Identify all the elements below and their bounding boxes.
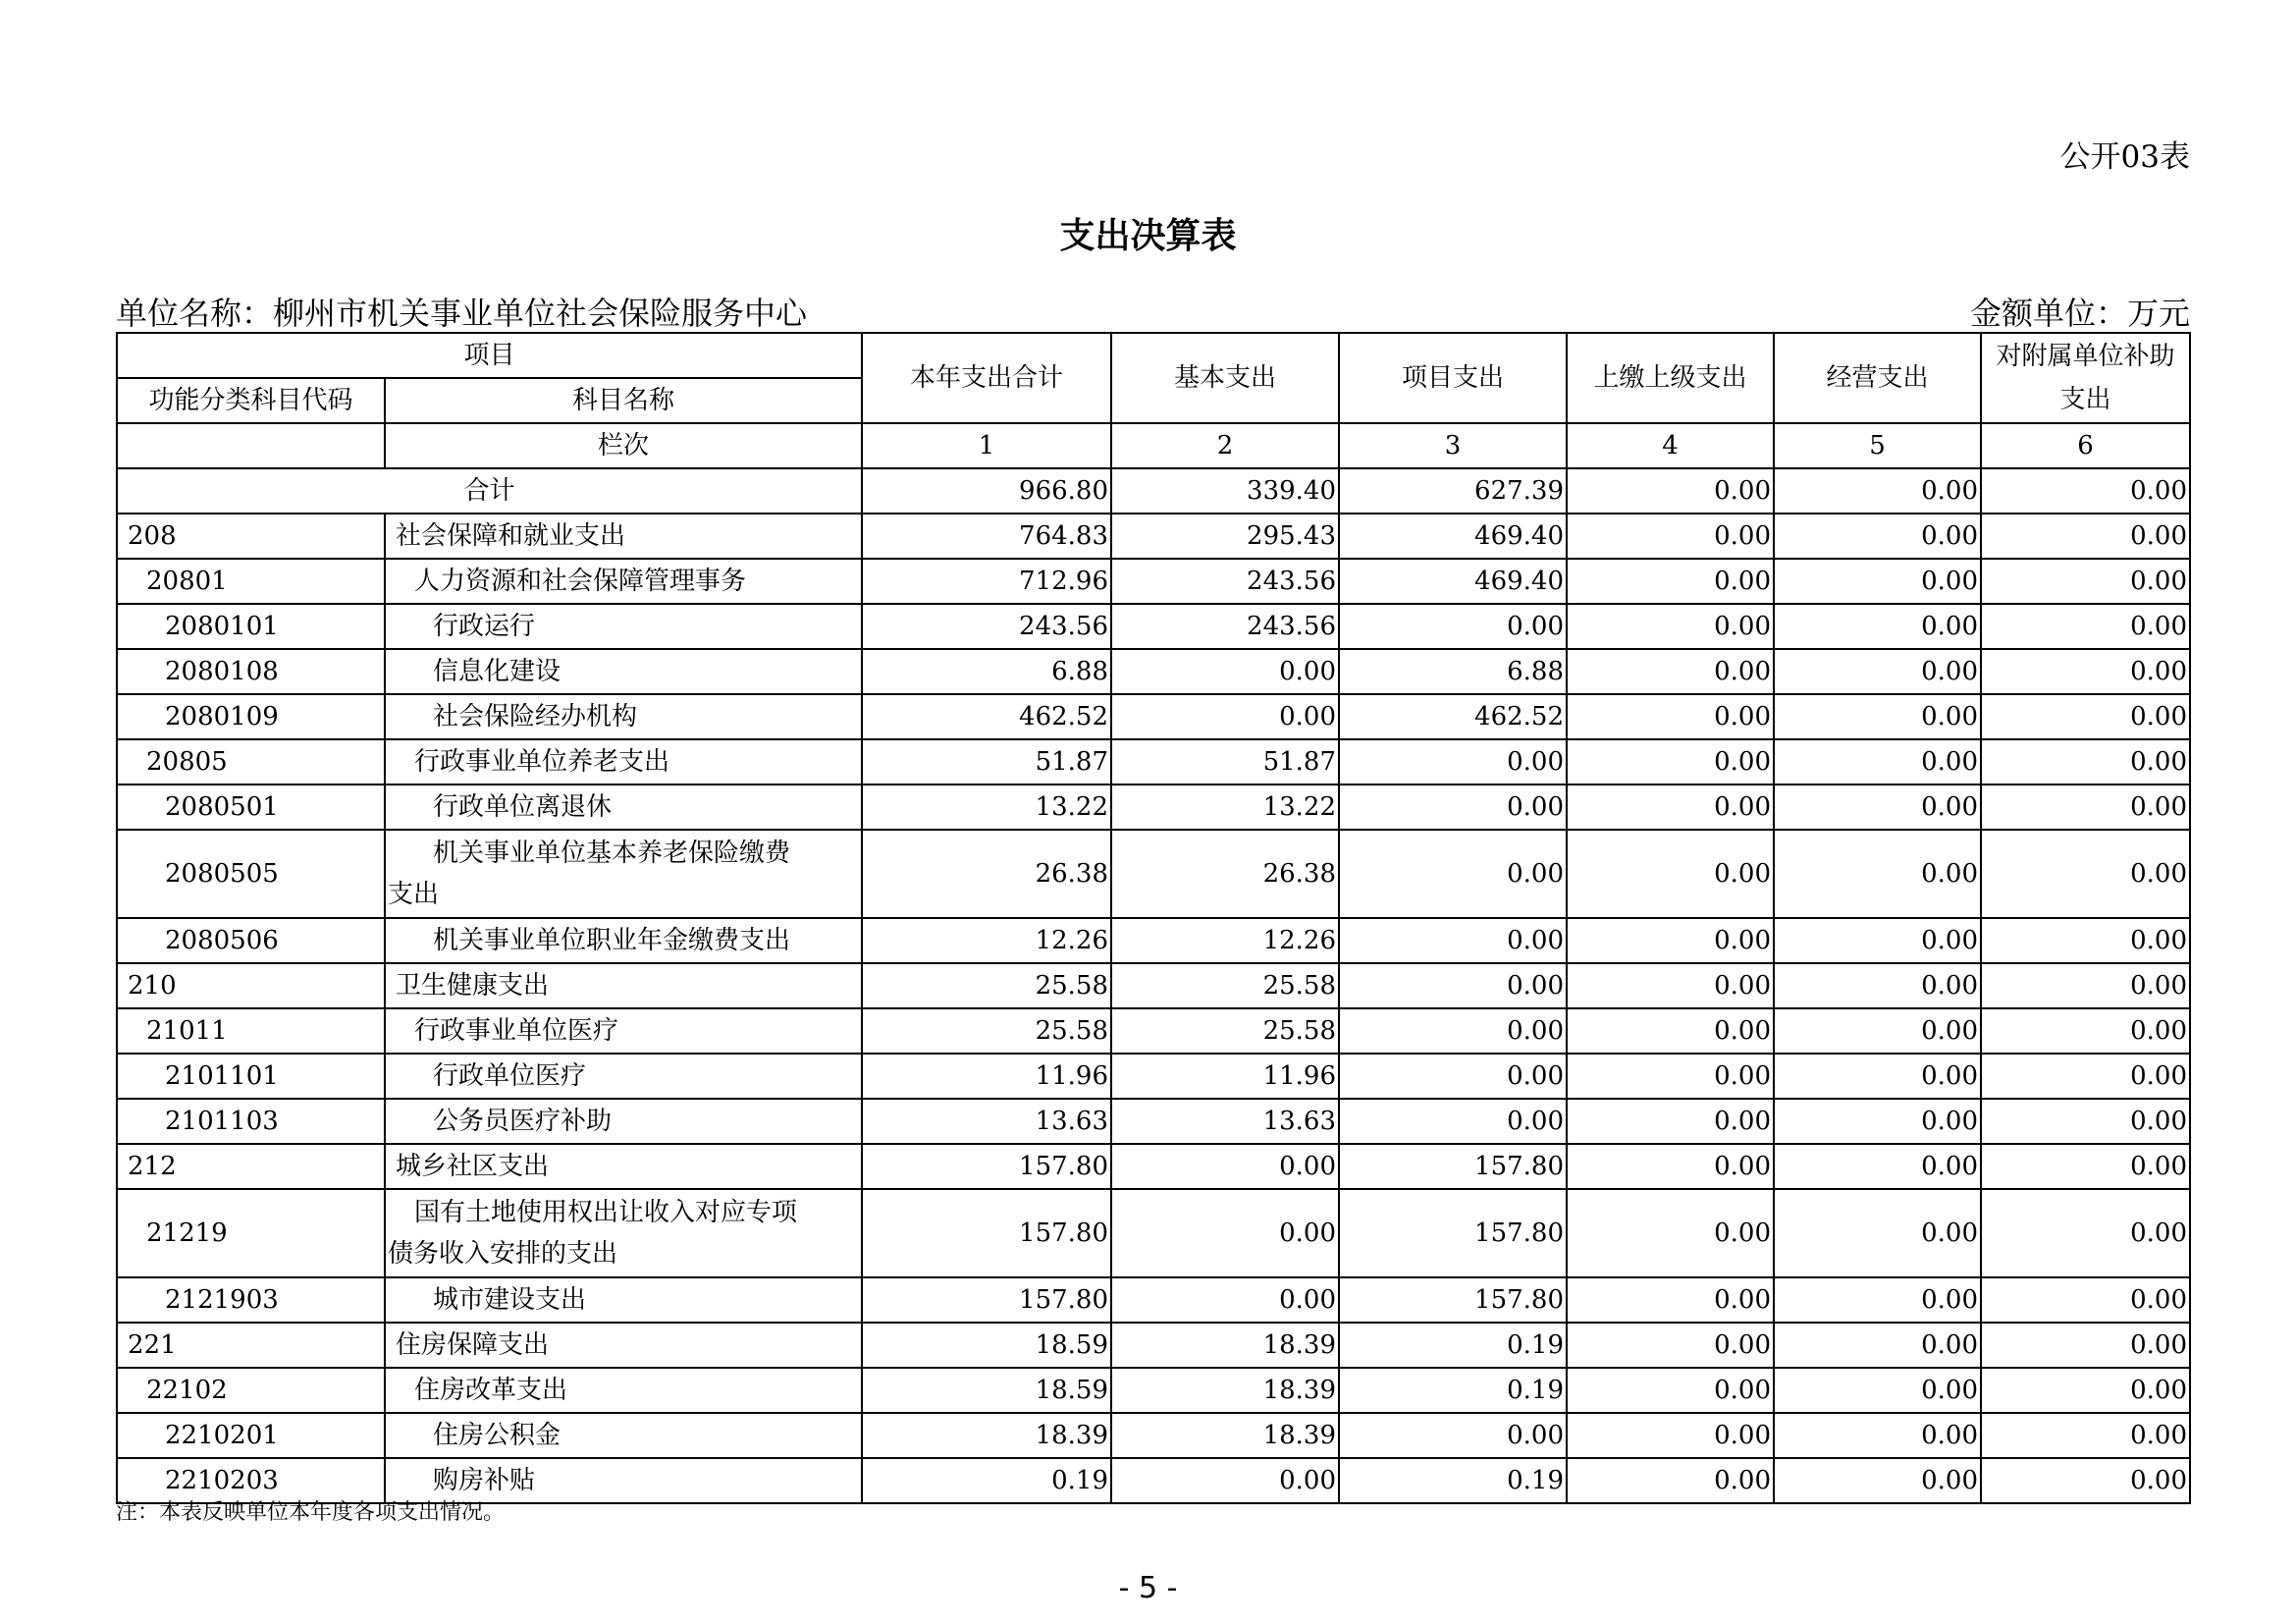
total-v5: 0.00 xyxy=(1774,468,1981,514)
col-index-2: 2 xyxy=(1111,423,1339,468)
cell-v6: 0.00 xyxy=(1981,1189,2190,1277)
cell-v3: 462.52 xyxy=(1339,694,1567,739)
cell-v3: 157.80 xyxy=(1339,1144,1567,1189)
row-code: 20801 xyxy=(117,559,385,604)
cell-v2: 13.63 xyxy=(1111,1099,1339,1144)
cell-v5: 0.00 xyxy=(1774,963,1981,1008)
cell-v5: 0.00 xyxy=(1774,694,1981,739)
amount-unit: 金额单位：万元 xyxy=(1969,295,2190,332)
cell-v2: 25.58 xyxy=(1111,963,1339,1008)
cell-v2: 18.39 xyxy=(1111,1413,1339,1458)
cell-v5: 0.00 xyxy=(1774,1099,1981,1144)
cell-v5: 0.00 xyxy=(1774,1368,1981,1413)
header-total-expense: 本年支出合计 xyxy=(862,333,1111,423)
row-name: 行政事业单位医疗 xyxy=(385,1008,862,1054)
cell-v1: 6.88 xyxy=(862,649,1111,694)
cell-v6: 0.00 xyxy=(1981,739,2190,785)
cell-v6: 0.00 xyxy=(1981,1008,2190,1054)
cell-v3: 0.00 xyxy=(1339,963,1567,1008)
cell-v5: 0.00 xyxy=(1774,1008,1981,1054)
cell-v4: 0.00 xyxy=(1567,1277,1774,1323)
cell-v2: 13.22 xyxy=(1111,785,1339,830)
table-row xyxy=(117,1277,2190,1323)
row-name: 住房公积金 xyxy=(385,1413,862,1458)
cell-v6: 0.00 xyxy=(1981,514,2190,559)
cell-v4: 0.00 xyxy=(1567,1144,1774,1189)
cell-v3: 0.19 xyxy=(1339,1458,1567,1503)
table-row xyxy=(117,1008,2190,1054)
row-code: 21219 xyxy=(117,1189,385,1277)
cell-v4: 0.00 xyxy=(1567,1099,1774,1144)
cell-v5: 0.00 xyxy=(1774,1189,1981,1277)
cell-v3: 0.00 xyxy=(1339,785,1567,830)
cell-v5: 0.00 xyxy=(1774,1144,1981,1189)
row-code: 221 xyxy=(117,1323,385,1368)
cell-v2: 243.56 xyxy=(1111,604,1339,649)
cell-v2: 25.58 xyxy=(1111,1008,1339,1054)
cell-v5: 0.00 xyxy=(1774,785,1981,830)
header-basic-expense: 基本支出 xyxy=(1111,333,1339,423)
row-name: 卫生健康支出 xyxy=(385,963,862,1008)
cell-v3: 0.19 xyxy=(1339,1323,1567,1368)
cell-v5: 0.00 xyxy=(1774,830,1981,918)
cell-v4: 0.00 xyxy=(1567,830,1774,918)
page-number: - 5 - xyxy=(1118,1571,1178,1605)
cell-v3: 0.00 xyxy=(1339,739,1567,785)
header-subject-name: 科目名称 xyxy=(385,378,862,423)
cell-v2: 243.56 xyxy=(1111,559,1339,604)
cell-v1: 18.39 xyxy=(862,1413,1111,1458)
cell-v5: 0.00 xyxy=(1774,604,1981,649)
cell-v1: 462.52 xyxy=(862,694,1111,739)
cell-v5: 0.00 xyxy=(1774,1277,1981,1323)
cell-v4: 0.00 xyxy=(1567,918,1774,963)
cell-v2: 295.43 xyxy=(1111,514,1339,559)
header-upper-remit: 上缴上级支出 xyxy=(1567,333,1774,423)
cell-v3: 0.00 xyxy=(1339,604,1567,649)
cell-v4: 0.00 xyxy=(1567,604,1774,649)
cell-v4: 0.00 xyxy=(1567,559,1774,604)
col-index-4: 4 xyxy=(1567,423,1774,468)
cell-v2: 0.00 xyxy=(1111,1144,1339,1189)
row-name: 人力资源和社会保障管理事务 xyxy=(385,559,862,604)
row-name: 公务员医疗补助 xyxy=(385,1099,862,1144)
col-index-6: 6 xyxy=(1981,423,2190,468)
cell-v2: 18.39 xyxy=(1111,1323,1339,1368)
cell-v6: 0.00 xyxy=(1981,559,2190,604)
table-row xyxy=(117,739,2190,785)
table-row xyxy=(117,963,2190,1008)
row-name-line1: 机关事业单位基本养老保险缴费 xyxy=(433,839,791,868)
cell-v1: 26.38 xyxy=(862,830,1111,918)
total-v2: 339.40 xyxy=(1111,468,1339,514)
table-row xyxy=(117,830,2190,918)
cell-v6: 0.00 xyxy=(1981,830,2190,918)
cell-v3: 469.40 xyxy=(1339,559,1567,604)
cell-v6: 0.00 xyxy=(1981,694,2190,739)
cell-v2: 0.00 xyxy=(1111,694,1339,739)
header-business-expense: 经营支出 xyxy=(1774,333,1981,423)
cell-v1: 0.19 xyxy=(862,1458,1111,1503)
cell-v4: 0.00 xyxy=(1567,739,1774,785)
cell-v6: 0.00 xyxy=(1981,604,2190,649)
header-subsidy-line2: 支出 xyxy=(2059,385,2111,414)
cell-v2: 0.00 xyxy=(1111,1189,1339,1277)
cell-v2: 0.00 xyxy=(1111,649,1339,694)
table-row xyxy=(117,1099,2190,1144)
cell-v4: 0.00 xyxy=(1567,1368,1774,1413)
header-subsidy xyxy=(1981,333,2190,423)
table-note: 注：本表反映单位本年度各项支出情况。 xyxy=(116,1500,506,1525)
row-code: 22102 xyxy=(117,1368,385,1413)
row-name: 购房补贴 xyxy=(385,1458,862,1503)
cell-v4: 0.00 xyxy=(1567,785,1774,830)
row-code: 210 xyxy=(117,963,385,1008)
table-row xyxy=(117,918,2190,963)
row-code: 2080109 xyxy=(117,694,385,739)
row-name-line2: 债务收入安排的支出 xyxy=(388,1239,618,1269)
row-name: 社会保险经办机构 xyxy=(385,694,862,739)
cell-v6: 0.00 xyxy=(1981,649,2190,694)
cell-v2: 18.39 xyxy=(1111,1368,1339,1413)
cell-v3: 0.00 xyxy=(1339,1008,1567,1054)
row-name: 行政单位离退休 xyxy=(385,785,862,830)
cell-v4: 0.00 xyxy=(1567,1458,1774,1503)
cell-v1: 157.80 xyxy=(862,1189,1111,1277)
cell-v1: 25.58 xyxy=(862,963,1111,1008)
cell-v6: 0.00 xyxy=(1981,1368,2190,1413)
cell-v3: 469.40 xyxy=(1339,514,1567,559)
cell-v6: 0.00 xyxy=(1981,918,2190,963)
table-row xyxy=(117,649,2190,694)
cell-v1: 157.80 xyxy=(862,1277,1111,1323)
cell-v1: 157.80 xyxy=(862,1144,1111,1189)
row-code: 2121903 xyxy=(117,1277,385,1323)
cell-v4: 0.00 xyxy=(1567,1189,1774,1277)
table-row xyxy=(117,694,2190,739)
total-label: 合计 xyxy=(117,468,862,514)
row-name-line2: 支出 xyxy=(388,880,440,909)
row-name: 社会保障和就业支出 xyxy=(385,514,862,559)
cell-v2: 26.38 xyxy=(1111,830,1339,918)
table-row xyxy=(117,1144,2190,1189)
cell-v1: 12.26 xyxy=(862,918,1111,963)
cell-v5: 0.00 xyxy=(1774,1458,1981,1503)
cell-v6: 0.00 xyxy=(1981,1144,2190,1189)
cell-v6: 0.00 xyxy=(1981,1323,2190,1368)
row-code: 208 xyxy=(117,514,385,559)
cell-v5: 0.00 xyxy=(1774,739,1981,785)
cell-v5: 0.00 xyxy=(1774,1054,1981,1099)
cell-v3: 157.80 xyxy=(1339,1277,1567,1323)
cell-v1: 13.22 xyxy=(862,785,1111,830)
col-index-1: 1 xyxy=(862,423,1111,468)
row-name xyxy=(385,1189,862,1277)
cell-v2: 0.00 xyxy=(1111,1458,1339,1503)
cell-v2: 51.87 xyxy=(1111,739,1339,785)
cell-v3: 157.80 xyxy=(1339,1189,1567,1277)
form-number: 公开03表 xyxy=(2059,139,2190,175)
row-code: 2101103 xyxy=(117,1099,385,1144)
row-code: 2210201 xyxy=(117,1413,385,1458)
cell-v6: 0.00 xyxy=(1981,963,2190,1008)
table-row xyxy=(117,514,2190,559)
table-row xyxy=(117,1189,2190,1277)
row-code: 20805 xyxy=(117,739,385,785)
table-row xyxy=(117,559,2190,604)
cell-v3: 0.00 xyxy=(1339,1054,1567,1099)
total-v4: 0.00 xyxy=(1567,468,1774,514)
header-project-expense: 项目支出 xyxy=(1339,333,1567,423)
header-col-index-label: 栏次 xyxy=(385,423,862,468)
cell-v4: 0.00 xyxy=(1567,649,1774,694)
row-code: 2080108 xyxy=(117,649,385,694)
table-row xyxy=(117,604,2190,649)
header-func-code: 功能分类科目代码 xyxy=(117,378,385,423)
cell-v3: 0.00 xyxy=(1339,918,1567,963)
cell-v5: 0.00 xyxy=(1774,649,1981,694)
row-name: 行政运行 xyxy=(385,604,862,649)
total-v6: 0.00 xyxy=(1981,468,2190,514)
table-row xyxy=(117,1413,2190,1458)
cell-v1: 18.59 xyxy=(862,1368,1111,1413)
row-name: 住房保障支出 xyxy=(385,1323,862,1368)
table-row xyxy=(117,1368,2190,1413)
row-code: 2210203 xyxy=(117,1458,385,1503)
cell-v6: 0.00 xyxy=(1981,1054,2190,1099)
cell-v4: 0.00 xyxy=(1567,1323,1774,1368)
cell-v1: 243.56 xyxy=(862,604,1111,649)
row-name: 行政事业单位养老支出 xyxy=(385,739,862,785)
row-name-line1: 国有土地使用权出让收入对应专项 xyxy=(414,1198,798,1227)
cell-v4: 0.00 xyxy=(1567,1008,1774,1054)
header-index-empty xyxy=(117,423,385,468)
row-name: 机关事业单位职业年金缴费支出 xyxy=(385,918,862,963)
cell-v3: 0.00 xyxy=(1339,1413,1567,1458)
col-index-3: 3 xyxy=(1339,423,1567,468)
cell-v6: 0.00 xyxy=(1981,1277,2190,1323)
cell-v4: 0.00 xyxy=(1567,1413,1774,1458)
unit-name: 单位名称：柳州市机关事业单位社会保险服务中心 xyxy=(116,295,808,332)
cell-v3: 0.00 xyxy=(1339,830,1567,918)
cell-v5: 0.00 xyxy=(1774,1323,1981,1368)
row-code: 212 xyxy=(117,1144,385,1189)
cell-v4: 0.00 xyxy=(1567,1054,1774,1099)
row-name: 信息化建设 xyxy=(385,649,862,694)
cell-v2: 12.26 xyxy=(1111,918,1339,963)
row-name xyxy=(385,830,862,918)
cell-v1: 11.96 xyxy=(862,1054,1111,1099)
cell-v6: 0.00 xyxy=(1981,1458,2190,1503)
row-name: 行政单位医疗 xyxy=(385,1054,862,1099)
cell-v1: 712.96 xyxy=(862,559,1111,604)
total-v3: 627.39 xyxy=(1339,468,1567,514)
row-code: 2080506 xyxy=(117,918,385,963)
cell-v3: 0.19 xyxy=(1339,1368,1567,1413)
table-row xyxy=(117,785,2190,830)
row-code: 2101101 xyxy=(117,1054,385,1099)
cell-v4: 0.00 xyxy=(1567,963,1774,1008)
cell-v3: 6.88 xyxy=(1339,649,1567,694)
row-code: 2080501 xyxy=(117,785,385,830)
row-name: 城市建设支出 xyxy=(385,1277,862,1323)
cell-v4: 0.00 xyxy=(1567,694,1774,739)
expense-table xyxy=(116,332,2191,1504)
cell-v6: 0.00 xyxy=(1981,1099,2190,1144)
table-row xyxy=(117,1323,2190,1368)
row-name: 城乡社区支出 xyxy=(385,1144,862,1189)
cell-v1: 18.59 xyxy=(862,1323,1111,1368)
page-title: 支出决算表 xyxy=(1059,216,1237,256)
row-code: 2080101 xyxy=(117,604,385,649)
total-row xyxy=(117,468,2190,514)
cell-v6: 0.00 xyxy=(1981,1413,2190,1458)
cell-v2: 11.96 xyxy=(1111,1054,1339,1099)
total-v1: 966.80 xyxy=(862,468,1111,514)
col-index-5: 5 xyxy=(1774,423,1981,468)
cell-v4: 0.00 xyxy=(1567,514,1774,559)
row-name: 住房改革支出 xyxy=(385,1368,862,1413)
cell-v5: 0.00 xyxy=(1774,1413,1981,1458)
cell-v6: 0.00 xyxy=(1981,785,2190,830)
row-code: 21011 xyxy=(117,1008,385,1054)
cell-v1: 13.63 xyxy=(862,1099,1111,1144)
header-subsidy-line1: 对附属单位补助 xyxy=(1996,342,2175,371)
cell-v1: 764.83 xyxy=(862,514,1111,559)
cell-v1: 25.58 xyxy=(862,1008,1111,1054)
row-code: 2080505 xyxy=(117,830,385,918)
table-row xyxy=(117,1054,2190,1099)
cell-v1: 51.87 xyxy=(862,739,1111,785)
cell-v5: 0.00 xyxy=(1774,514,1981,559)
cell-v5: 0.00 xyxy=(1774,559,1981,604)
cell-v3: 0.00 xyxy=(1339,1099,1567,1144)
header-project: 项目 xyxy=(117,333,862,378)
cell-v5: 0.00 xyxy=(1774,918,1981,963)
cell-v2: 0.00 xyxy=(1111,1277,1339,1323)
